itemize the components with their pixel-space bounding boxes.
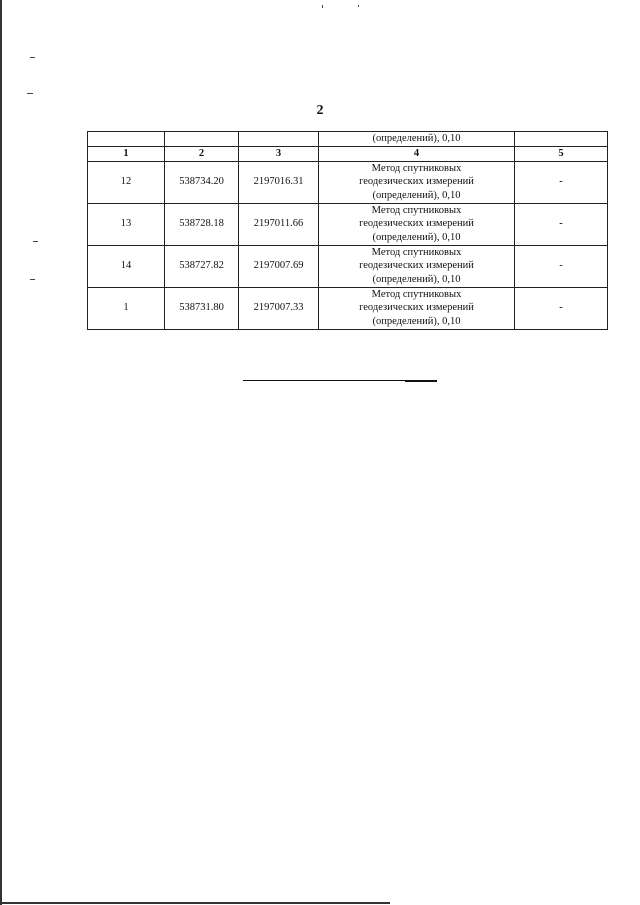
method-line: геодезических измерений [359,260,474,272]
point-number-cell: 12 [88,161,165,203]
y-coordinate-cell: 2197007.33 [239,287,319,329]
method-cell [319,245,515,287]
table-cell: (определений), 0,10 [319,132,515,147]
table-cell [515,132,608,147]
table-continuation-row [88,132,608,147]
column-header: 4 [319,147,515,162]
method-line: геодезических измерений [359,176,474,188]
method-line: Метод спутниковых [371,162,462,174]
point-number-cell: 1 [88,287,165,329]
scan-speck [358,5,359,7]
method-line: (определений), 0,10 [372,189,461,201]
point-number-cell: 13 [88,203,165,245]
y-coordinate-cell: 2197007.69 [239,245,319,287]
x-coordinate-cell: 538731.80 [165,287,239,329]
scan-speck [30,57,35,58]
x-coordinate-cell: 538727.82 [165,245,239,287]
x-coordinate-cell: 538734.20 [165,161,239,203]
table-row [88,161,608,203]
column-header: 3 [239,147,319,162]
column-header: 5 [515,147,608,162]
table-cell [165,132,239,147]
y-coordinate-cell: 2197011.66 [239,203,319,245]
table-cell [88,132,165,147]
method-cell [319,161,515,203]
table-row [88,287,608,329]
method-line: (определений), 0,10 [372,231,461,243]
description-cell: - [515,203,608,245]
coordinates-table [87,131,608,330]
table-row [88,203,608,245]
scan-speck [30,279,35,280]
y-coordinate-cell: 2197016.31 [239,161,319,203]
scan-speck [33,241,38,242]
method-line: Метод спутниковых [371,204,462,216]
scan-speck [27,93,33,94]
description-cell: - [515,287,608,329]
description-cell: - [515,161,608,203]
table-header-row [88,147,608,162]
method-line: (определений), 0,10 [372,273,461,285]
column-header: 2 [165,147,239,162]
method-cell [319,287,515,329]
page-number: 2 [316,103,324,118]
method-line: геодезических измерений [359,302,474,314]
method-line: Метод спутниковых [371,246,462,258]
scan-bottom-edge [0,902,390,904]
column-header: 1 [88,147,165,162]
method-line: (определений), 0,10 [372,315,461,327]
scan-speck [322,5,323,8]
method-line: геодезических измерений [359,218,474,230]
table-cell [239,132,319,147]
description-cell: - [515,245,608,287]
method-line: Метод спутниковых [371,288,462,300]
method-cell [319,203,515,245]
scan-left-edge [0,0,2,905]
end-of-document-line-accent [405,380,437,382]
point-number-cell: 14 [88,245,165,287]
table-row [88,245,608,287]
x-coordinate-cell: 538728.18 [165,203,239,245]
